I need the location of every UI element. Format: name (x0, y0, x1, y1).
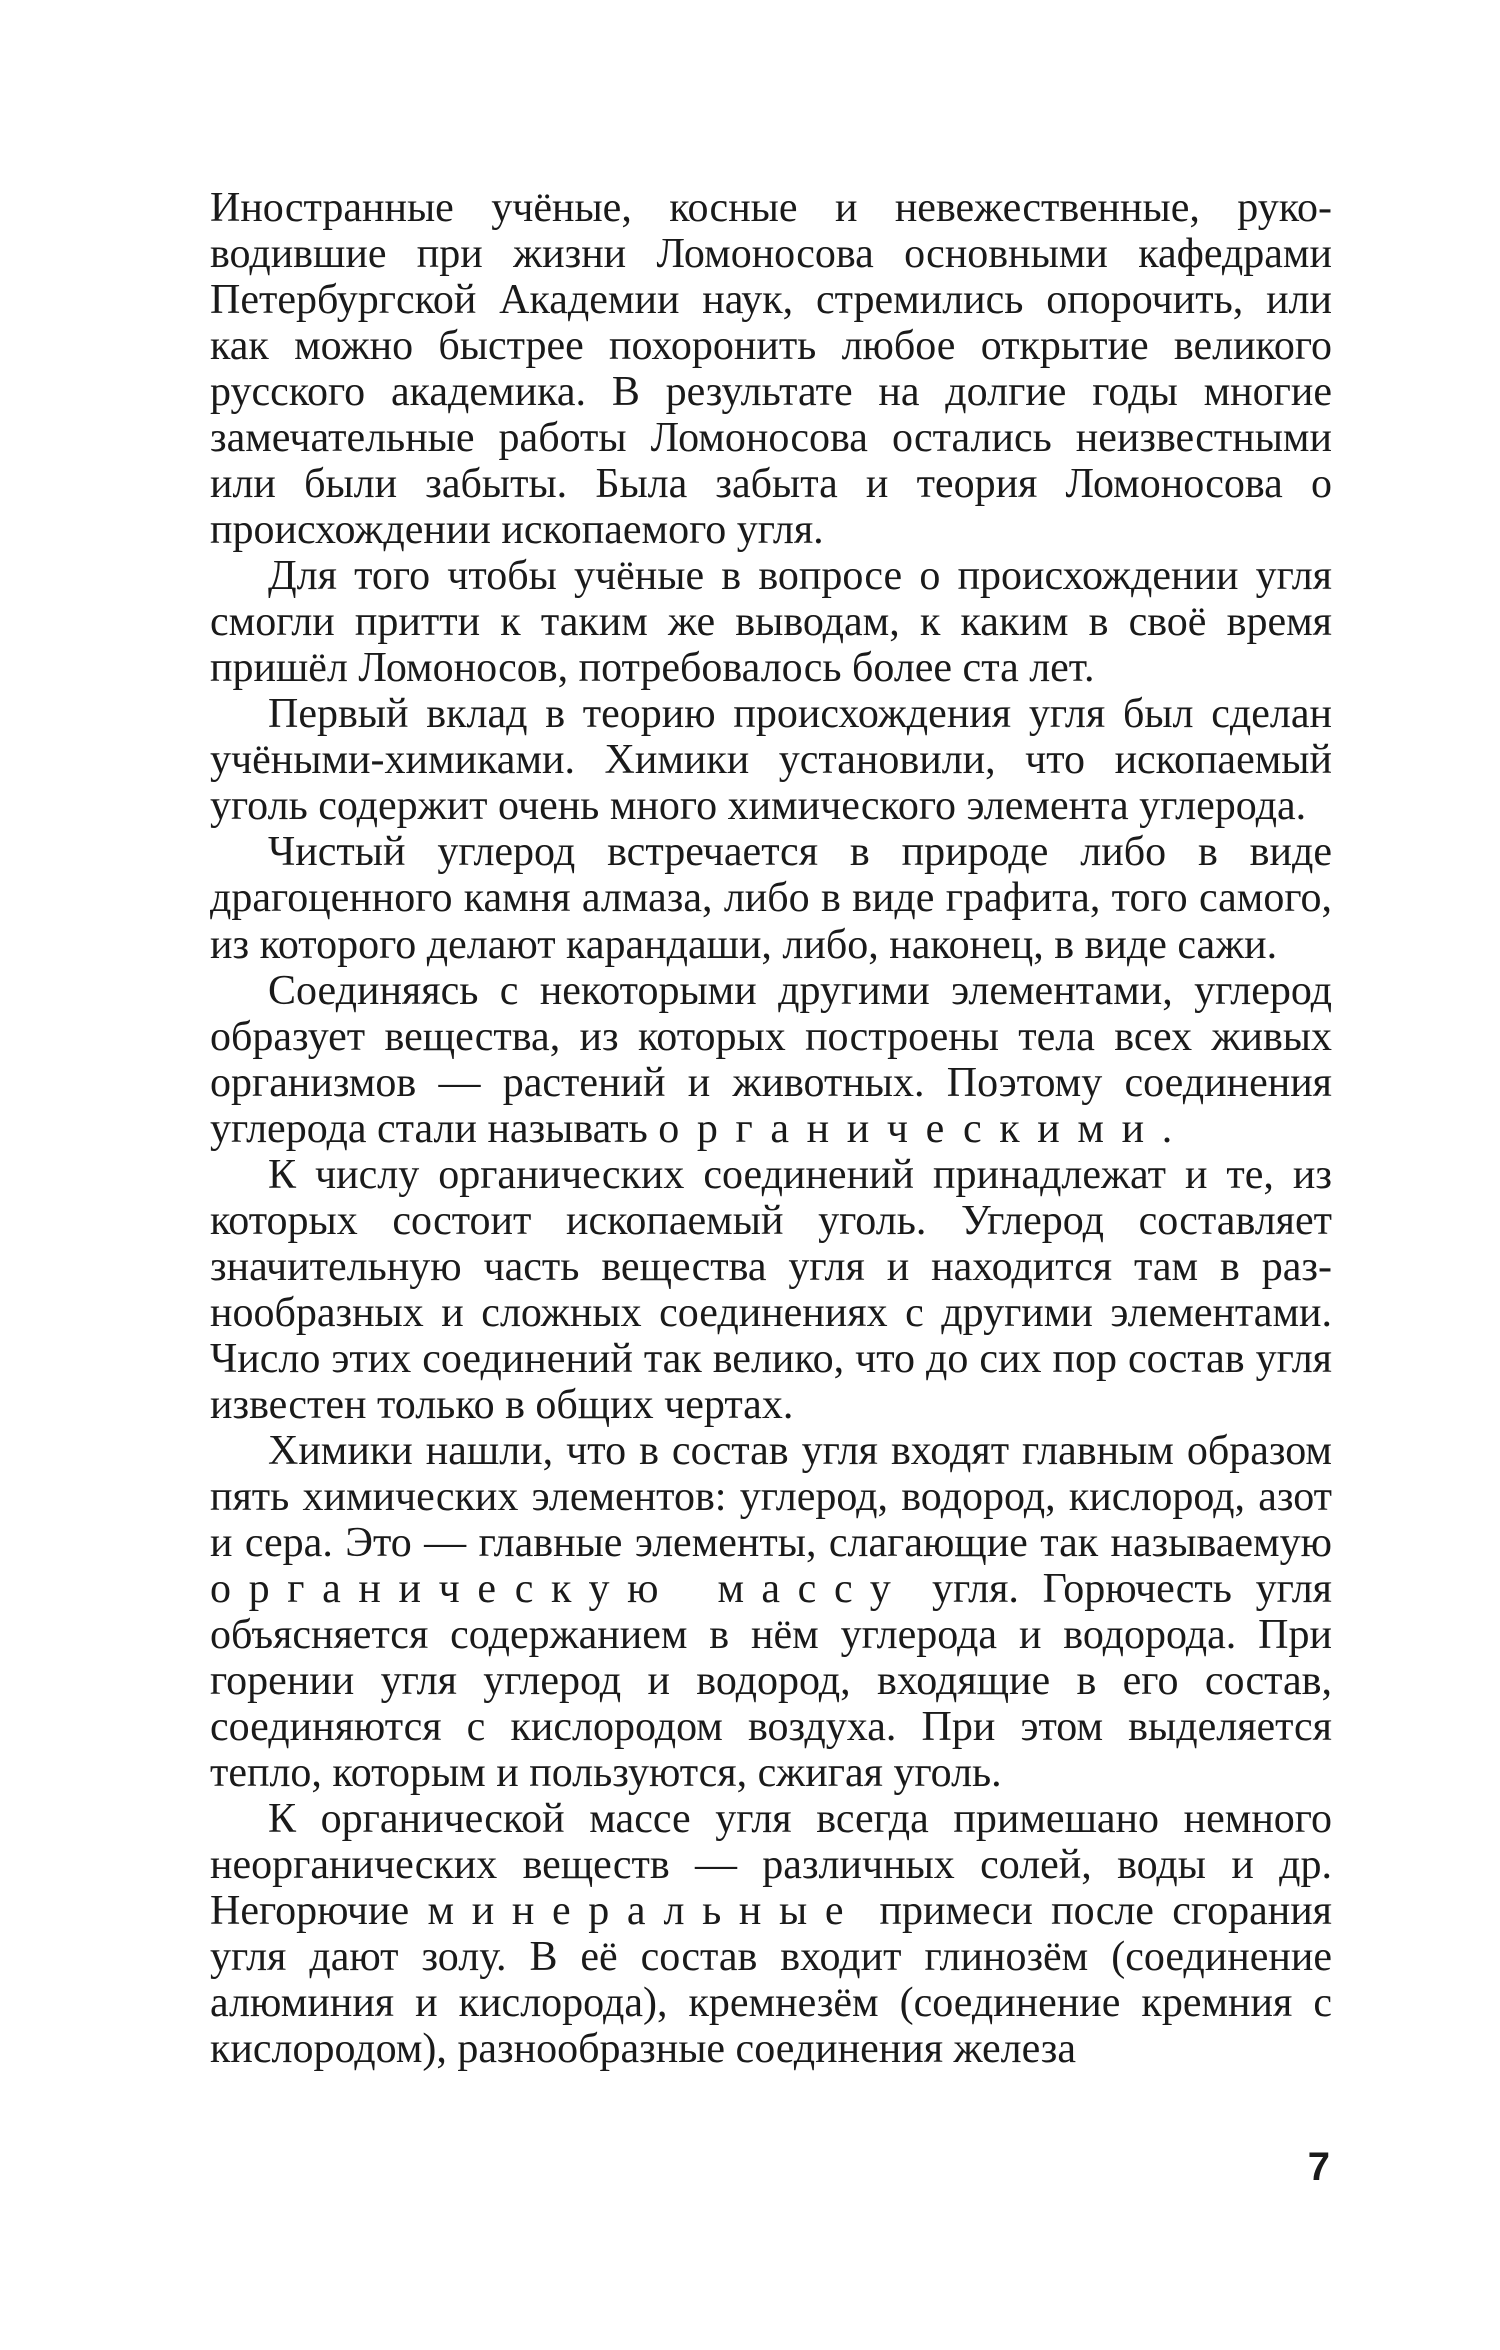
text-run: примеси после сгорания угля дают золу. В её состав входит глинозём (соединение алюминия и кислорода), кремнезём (соединение кремния с кислородом), разнообразные соединения железа (210, 1888, 1332, 2073)
paragraph-4 (210, 829, 1332, 967)
text-run: К органической массе угля всегда примешано немного неорганических веществ — различных солей, воды и др. Негорючие (210, 1796, 1332, 1935)
paragraph-6 (210, 1152, 1332, 1428)
text-run: Для того чтобы учёные в вопросе о происхождении угля смогли притти к таким же выводам, к каким в своё время пришёл Ломоносов, потребовалось более ста лет. (210, 553, 1332, 692)
text-run: . (1161, 1105, 1173, 1152)
emphasized-term: органическую массу (210, 1565, 909, 1612)
paragraph-2 (210, 553, 1332, 691)
emphasized-term: минеральные (427, 1888, 862, 1935)
text-run: Иностранные учёные, косные и невежественные, руководившие при жизни Ломоносова основными кафедрами Петербургской Академии наук, стремились опорочить, или как можно быстрее похоронить любое открытие великого русского академика. В результате на долгие годы многие замечательные работы Ломоносова остались неизвестными или были забыты. Была забыта и теория Ломоносова о происхождении ископаемого угля. (210, 185, 1332, 554)
paragraph-8 (210, 1796, 1332, 2072)
emphasized-term: органическими (658, 1105, 1162, 1152)
paragraph-3 (210, 691, 1332, 829)
paragraph-1 (210, 185, 1332, 553)
text-run: К числу органических соединений принадлежат и те, из которых состоит ископаемый уголь. Углерод составляет значительную часть вещества угля и находится там в разнообразных и сложных соединениях с другими элементами. Число этих соединений так велико, что до сих пор состав угля известен только в общих чертах. (210, 1151, 1332, 1428)
text-run: Чистый углерод встречается в природе либо в виде драгоценного камня алмаза, либо в виде графита, того самого, из которого делают карандаши, либо, наконец, в виде сажи. (210, 829, 1332, 968)
text-run: Первый вклад в теорию происхождения угля был сделан учёными-химиками. Химики установили, что ископаемый уголь содержит очень много химического элемента углерода. (210, 691, 1332, 830)
page-number: 7 (1307, 2145, 1330, 2189)
body-text (210, 185, 1332, 2072)
text-run: Химики нашли, что в состав угля входят главным образом пять химических элементов: углерод, водород, кислород, азот и сера. Это — главные элементы, слагающие так называемую (210, 1427, 1332, 1566)
text-run: Соединяясь с некоторыми другими элементами, углерод образует вещества, из которых построены тела всех живых организмов — растений и животных. Поэтому соединения углерода стали называть (210, 967, 1332, 1152)
text-run: угля. Горючесть угля объясняется содержанием в нём углерода и водорода. При горении угля углерод и водород, входящие в его состав, соединяются с кислородом воздуха. При этом выделяется тепло, которым и пользуются, сжигая уголь. (210, 1565, 1332, 1797)
paragraph-5 (210, 968, 1332, 1152)
paragraph-7 (210, 1428, 1332, 1796)
